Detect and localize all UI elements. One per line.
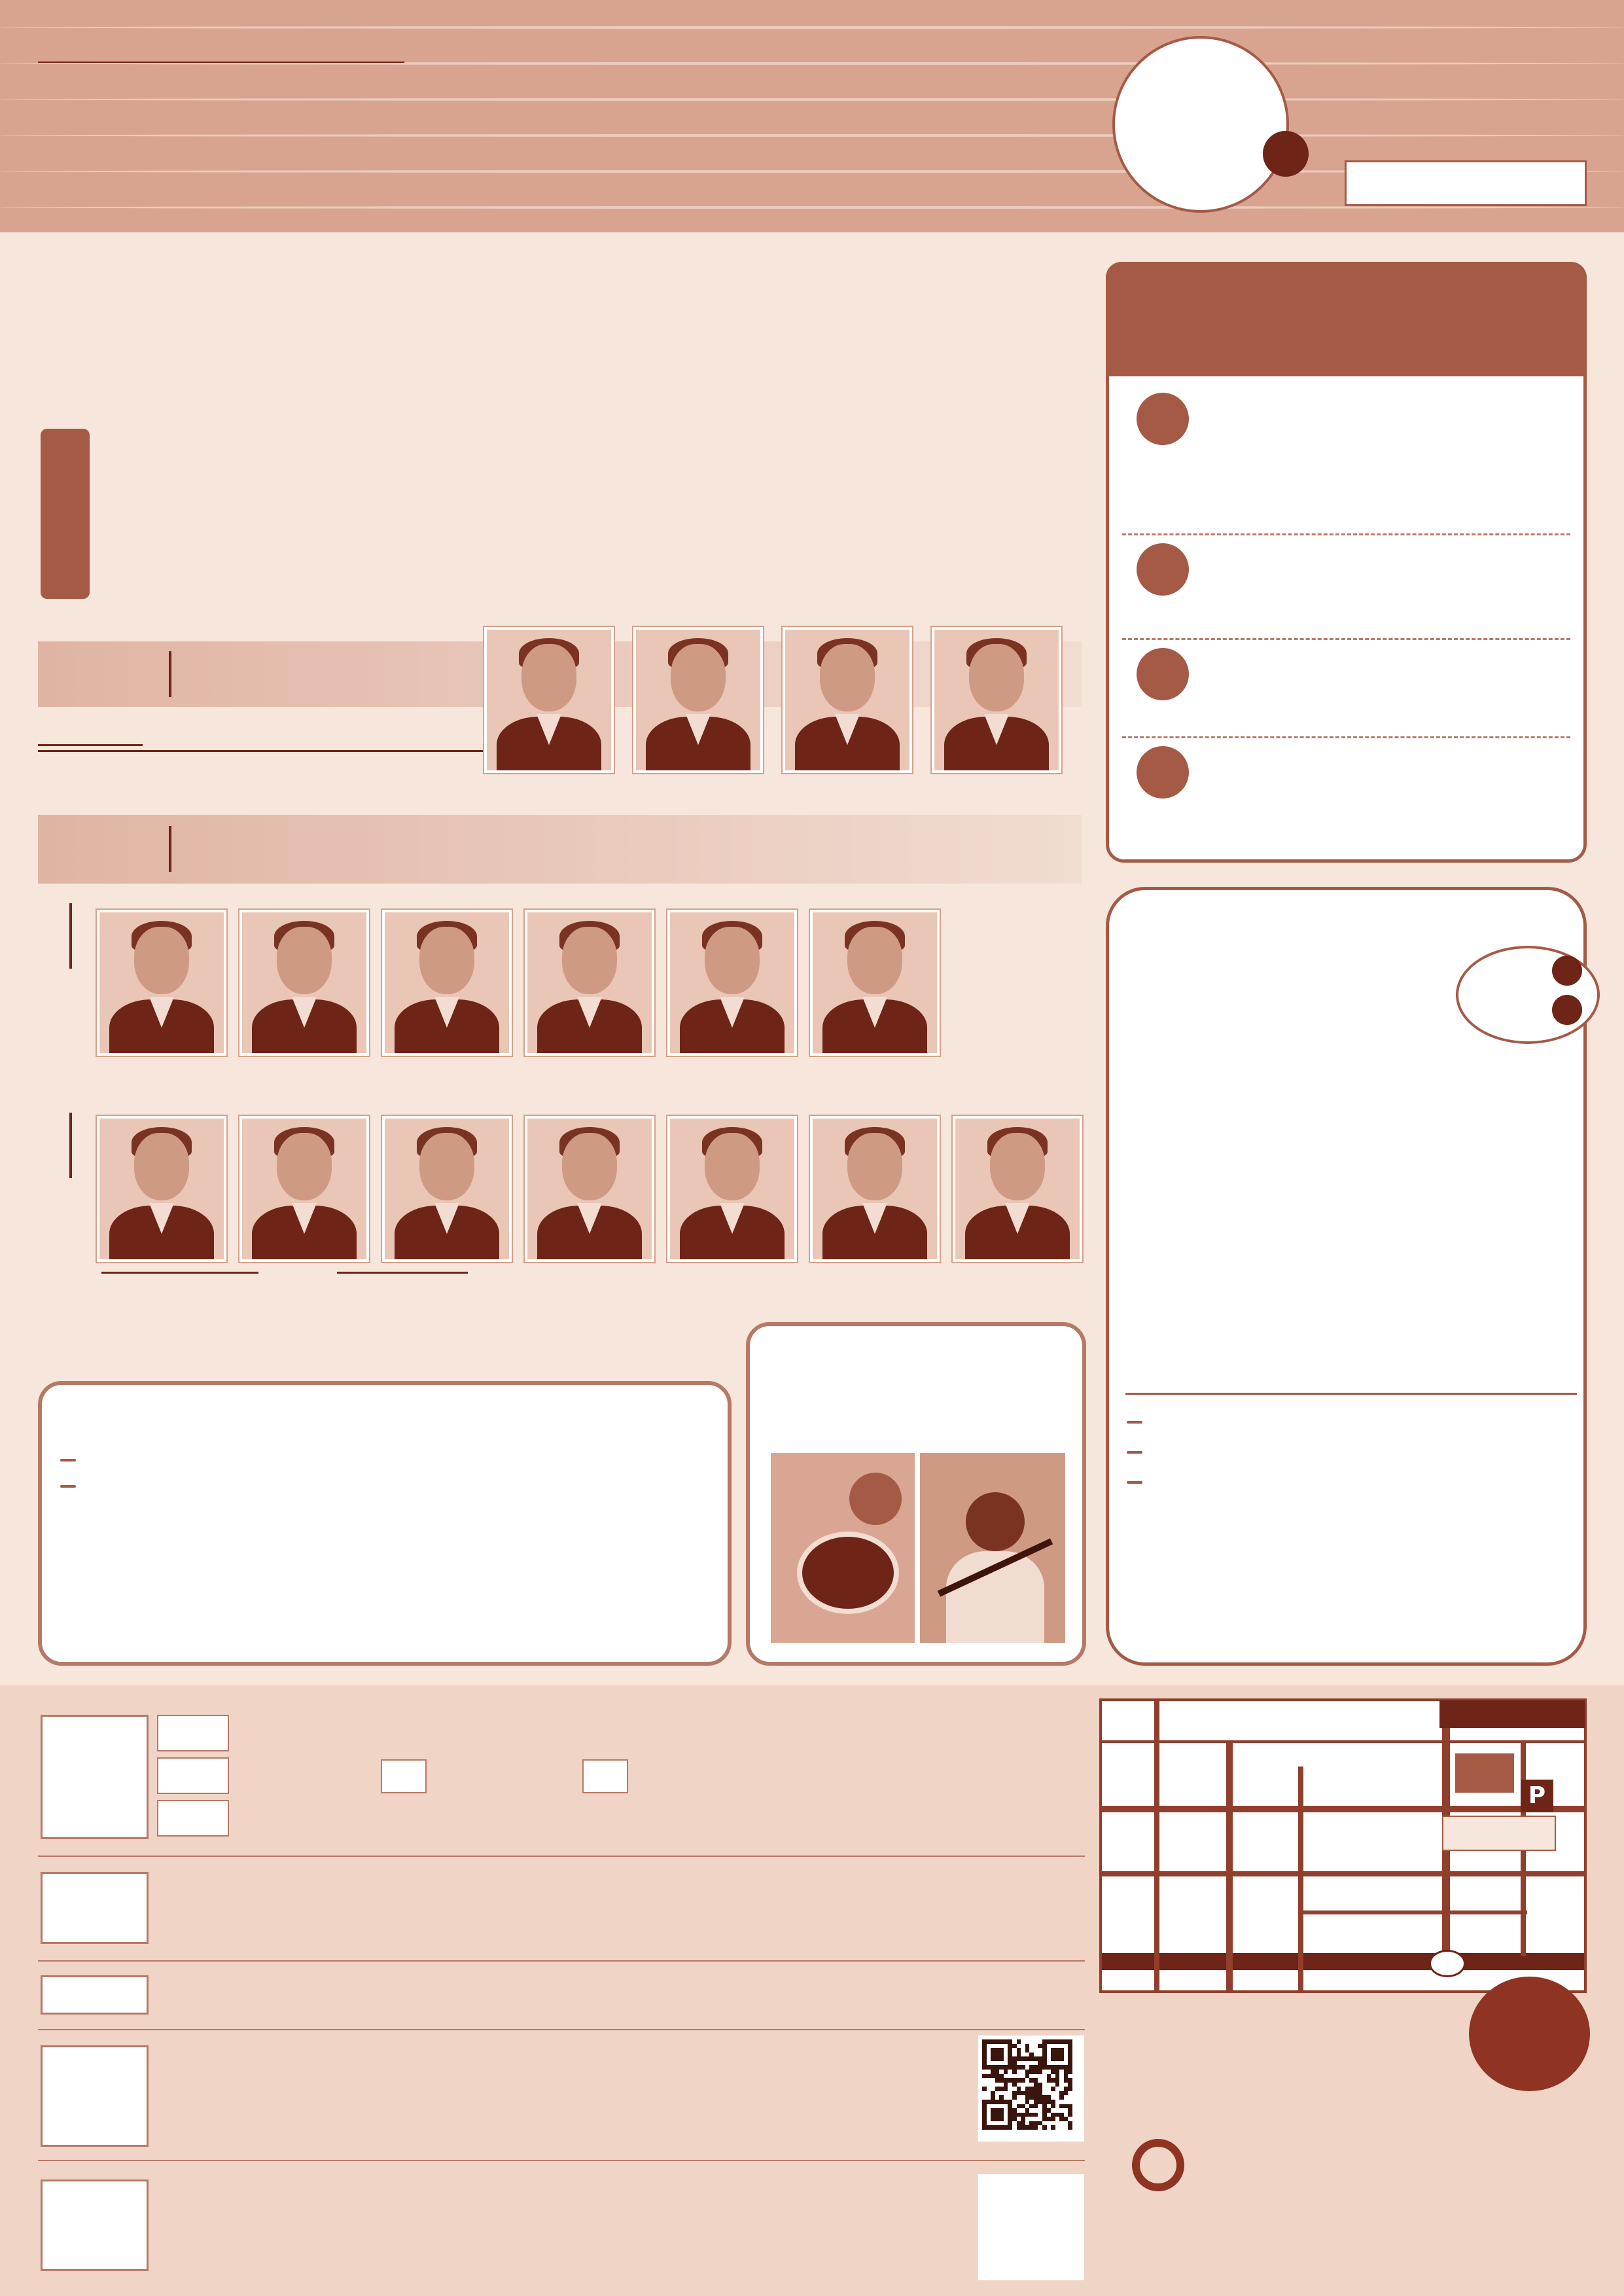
backstage-details — [1127, 1403, 1572, 1664]
cast-name — [369, 1075, 520, 1101]
part1-title — [180, 651, 455, 697]
map-label — [1312, 1826, 1390, 1842]
series-title — [36, 98, 389, 177]
yen-6 — [1053, 1767, 1080, 1793]
point-text — [1209, 569, 1575, 622]
group-label — [381, 1759, 427, 1793]
contact-phone — [680, 2075, 968, 2104]
access-title — [1439, 1700, 1585, 1728]
point-number — [1137, 393, 1189, 445]
guide-portrait — [633, 627, 763, 773]
map-label — [1368, 1840, 1498, 1856]
general-label — [157, 1757, 229, 1794]
musician-portrait — [239, 1116, 369, 1262]
ruby-kaneiri — [896, 36, 1014, 62]
cast-portrait — [97, 910, 226, 1056]
start-time — [1142, 164, 1273, 193]
referral-title — [59, 1597, 366, 1643]
cast-portrait — [239, 910, 369, 1056]
date-tag — [1127, 1421, 1142, 1424]
backstage-desc — [1127, 1270, 1572, 1388]
part2-label — [62, 831, 173, 870]
footer-logo-name — [1194, 2135, 1561, 2187]
musician-role — [803, 1262, 941, 1283]
subtitle-note — [1345, 160, 1587, 206]
map-label — [1328, 1960, 1420, 1976]
general-price — [232, 1749, 350, 1795]
cast-name — [512, 1075, 662, 1101]
musician-portrait — [382, 1116, 512, 1262]
playguide-list — [160, 2176, 631, 2274]
musician-portrait — [525, 1116, 654, 1262]
musician-role — [518, 1262, 656, 1283]
point-title — [1209, 645, 1575, 673]
map-label — [1132, 1898, 1171, 1914]
guide-underline — [38, 750, 483, 752]
guide-label — [38, 713, 143, 746]
map-label — [1538, 1892, 1583, 1918]
map-label — [1381, 1823, 1439, 1839]
points-venue — [1112, 278, 1580, 308]
musician-name — [84, 1282, 234, 1308]
backstage-divider — [1125, 1393, 1577, 1395]
musician-role — [376, 1262, 513, 1283]
map-label — [1525, 1957, 1570, 1973]
point-number — [1137, 648, 1189, 700]
sale-start-label — [41, 1975, 149, 2015]
point-title — [1209, 389, 1575, 418]
group-sales-dept — [563, 1914, 824, 1947]
guide-name — [925, 772, 1063, 798]
map-label — [1276, 1921, 1315, 1937]
map-label — [1139, 1957, 1178, 1973]
musician-name — [226, 1282, 377, 1308]
performance-date — [1116, 88, 1279, 160]
map-label — [1430, 1952, 1462, 1972]
map-label — [1312, 1777, 1358, 1793]
access-map: P — [1099, 1698, 1587, 1993]
parking-badge — [1469, 1977, 1590, 2091]
small-caption — [38, 39, 404, 63]
guide-name — [627, 772, 764, 798]
part2-directors — [481, 838, 1070, 870]
footer-logo-en — [1282, 2186, 1544, 2206]
oyako-price — [232, 1705, 350, 1751]
guide-name — [478, 772, 615, 798]
guide-portrait — [484, 627, 614, 773]
map-label — [1400, 1898, 1466, 1914]
divider-4 — [38, 2160, 1085, 2161]
map-label — [1312, 1803, 1371, 1819]
referral-body — [372, 1587, 725, 1659]
musicians-label — [36, 1113, 72, 1178]
venue-name — [1335, 34, 1597, 73]
university-label — [633, 1767, 712, 1793]
musician-role — [661, 1262, 798, 1283]
cast-name — [797, 1075, 947, 1101]
friends-period-tag — [60, 1485, 76, 1488]
date-era — [1152, 59, 1256, 85]
cast-role — [233, 1055, 370, 1076]
contact-window — [680, 2045, 968, 2075]
part2-title — [185, 828, 472, 874]
highschool-price — [945, 1751, 1057, 1797]
cast-label — [36, 903, 72, 969]
cast-portrait — [382, 910, 512, 1056]
map-label — [1371, 1780, 1449, 1813]
hall-name — [1328, 79, 1603, 144]
point-text — [1209, 674, 1575, 726]
backstage-title-1 — [1112, 962, 1583, 1041]
divider-2 — [38, 1960, 1085, 1962]
part2-divider — [169, 826, 171, 872]
cast-name — [84, 1075, 234, 1101]
playguide-qr-code[interactable] — [978, 2174, 1084, 2280]
intro-paragraph-1 — [36, 262, 1089, 344]
map-label — [1230, 1939, 1322, 1954]
method-tag — [60, 1459, 76, 1462]
guide-name — [776, 772, 913, 798]
contact-web-1 — [680, 2109, 968, 2132]
highschool-label — [857, 1761, 942, 1800]
map-label — [1381, 1934, 1433, 1950]
disabled-price — [232, 1791, 350, 1837]
map-label — [1217, 1790, 1309, 1806]
musician-name — [940, 1282, 1090, 1308]
musician-role — [90, 1262, 228, 1283]
backstage-title-3 — [1112, 1093, 1583, 1152]
oyako-label — [157, 1715, 229, 1751]
playguide-note-1 — [648, 2225, 909, 2248]
map-label — [1201, 1734, 1253, 1750]
tickets-label — [41, 1715, 149, 1839]
point-title — [1209, 540, 1575, 569]
summer-caption — [759, 1416, 1073, 1442]
cast-name — [226, 1075, 377, 1101]
ticket-note-3 — [383, 1820, 1096, 1846]
musician-role — [233, 1262, 370, 1283]
cast-role — [803, 1055, 941, 1076]
intro-paragraph-2 — [36, 335, 1089, 410]
friends-title — [59, 1393, 713, 1439]
playguide-note-2 — [661, 2246, 923, 2269]
group-sales-tel — [167, 1901, 566, 1954]
group-sales-text — [167, 1873, 1083, 1903]
map-label — [1282, 1705, 1433, 1723]
musician-portrait — [953, 1116, 1082, 1262]
contact-label — [41, 2045, 149, 2147]
point-text — [1209, 419, 1575, 524]
cast-role — [376, 1055, 513, 1076]
cast-role — [661, 1055, 798, 1076]
group-sales-label — [41, 1872, 149, 1944]
summer-photo-sanshin — [920, 1453, 1065, 1643]
yen-3 — [340, 1808, 366, 1834]
group-price — [432, 1751, 550, 1797]
point-number — [1137, 543, 1189, 596]
musician-role — [946, 1262, 1084, 1283]
divider-1 — [38, 1856, 1085, 1857]
theatre-logo-mark — [1132, 2139, 1184, 2191]
point-separator — [1122, 736, 1570, 738]
musician-portrait — [667, 1116, 797, 1262]
backstage-title-2 — [1112, 1044, 1583, 1093]
footer-tagline — [1106, 2111, 1590, 2137]
yen-4 — [540, 1767, 566, 1793]
footer-url[interactable] — [1112, 2242, 1590, 2268]
musician-portrait — [97, 1116, 226, 1262]
playguide-okinawa-tourist[interactable] — [628, 2178, 975, 2208]
ruby-shuushin — [537, 36, 667, 62]
student-label — [582, 1759, 628, 1793]
musician-name — [512, 1282, 662, 1308]
period-tag — [1127, 1481, 1142, 1484]
contact-qr-code[interactable] — [978, 2036, 1084, 2142]
yen-1 — [340, 1721, 366, 1748]
yen-5 — [819, 1767, 845, 1793]
map-label — [1135, 1931, 1214, 1946]
point-text — [1209, 772, 1575, 825]
sale-start-general — [167, 1975, 533, 2015]
playguide-label — [41, 2179, 149, 2271]
synopsis-text — [105, 422, 1089, 599]
map-label — [1230, 1954, 1289, 1969]
backstage-eligibility — [1152, 1155, 1544, 1257]
points-title — [1112, 311, 1580, 370]
cast-name — [654, 1075, 805, 1101]
musician-portrait — [810, 1116, 940, 1262]
target-tag — [1127, 1451, 1142, 1454]
university-price — [713, 1751, 831, 1797]
guide-portrait — [783, 627, 912, 773]
point-number — [1137, 746, 1189, 798]
divider-3 — [38, 2029, 1085, 2030]
map-label — [1439, 1934, 1485, 1950]
cast-role — [518, 1055, 656, 1076]
musician-name — [797, 1282, 947, 1308]
part1-label — [62, 655, 173, 694]
yen-2 — [340, 1765, 366, 1791]
summer-title — [752, 1332, 1080, 1381]
point-title — [1209, 743, 1575, 772]
summer-photo-drum — [771, 1453, 915, 1643]
cast-portrait — [667, 910, 797, 1056]
point-separator — [1122, 638, 1570, 640]
cast-portrait — [810, 910, 940, 1056]
sale-start-friends — [550, 1975, 955, 2015]
access-bullets — [1099, 2000, 1466, 2094]
part1-divider — [169, 651, 171, 697]
contact-tel — [165, 2085, 675, 2150]
disabled-label — [157, 1800, 229, 1837]
map-label — [1315, 1921, 1354, 1937]
musician-name — [654, 1282, 805, 1308]
cast-portrait — [525, 910, 654, 1056]
cast-role — [90, 1055, 228, 1076]
synopsis-label — [41, 429, 90, 599]
contact-counter — [165, 2045, 675, 2085]
point-separator — [1122, 533, 1570, 535]
guide-portrait — [932, 627, 1061, 773]
summer-sub — [752, 1378, 1080, 1414]
musician-name — [369, 1282, 520, 1308]
footer-address — [1112, 2215, 1590, 2242]
